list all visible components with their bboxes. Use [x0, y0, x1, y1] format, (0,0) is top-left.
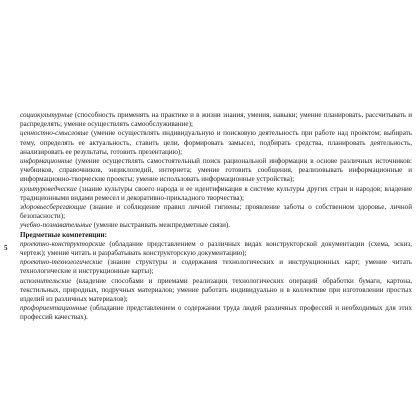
competency-description: (знание и соблюдение правил личной гигиены; проявление заботы о собственном здоровье, личной безопасности);: [20, 203, 412, 221]
competency-term: культуроведческие: [20, 184, 77, 193]
competency-term: учебно-познавательные: [20, 221, 92, 230]
competency-term: социокультурные: [20, 111, 73, 119]
competency-term: профориентационные: [20, 304, 88, 313]
competency-paragraph: [20, 221, 412, 230]
subject-competencies-heading: Предметные компетенции:: [20, 230, 107, 239]
competency-term: здоровьесберегающие: [20, 203, 87, 212]
competency-description: (умение выстраивать межпредметные связи).: [91, 221, 231, 230]
competency-paragraph: [20, 129, 412, 157]
competency-description: (умение осуществлять самостоятельный поиск рациональной информации в основе различных источников: учебников, справочников, энциклопедий, интернета; умение готовить сообщения, реализовывать информационные и информационно-творческие проекты; умение использовать информационные устройства);: [20, 157, 412, 184]
competency-term: проектно-технологические: [20, 258, 103, 267]
competency-description: (знание структуры и содержания технологических и инструкционных карт; умение читать технологические и инструкционные карты);: [20, 258, 412, 276]
competency-description: (умение осуществлять индивидуальную и поисковую деятельность при работе над проектом; выбирать тему, определять ее актуальность, ставить цели, формировать замысел, подбирать средства, планировать деятельность, анализировать ее результаты, готовить презентацию);: [20, 129, 412, 156]
competency-description: (обладание представлением о различных видах конструкторской документации (схема, эскиз, чертеж); умение читать и разрабатывать конструкторскую документацию);: [20, 239, 412, 258]
page-number: 5: [4, 244, 8, 252]
competency-paragraph: [20, 157, 412, 185]
subject-competency-paragraph: [20, 277, 412, 305]
competency-term: исполнительские: [20, 276, 72, 285]
competency-description: (способность применять на практике и в жизни знания, умения, навыки; умение планировать, рассчитывать и распределять; умение осуществлять самообслуживание);: [20, 111, 412, 129]
competency-paragraph: [20, 203, 412, 221]
subject-competency-paragraph: [20, 304, 412, 322]
competency-term: ценностно-смысловые: [20, 129, 89, 138]
competency-description: (обладание представлением о содержании труда людей различных профессий и необходимых для этих профессий качествах).: [20, 304, 412, 322]
competency-description: (знание культуры своего народа и ее идентификация в системе культуры других стран и народов; владение традиционными видами ремесел и декоративно-прикладного творчества);: [20, 184, 412, 202]
competency-description: (владение способами и приемами реализации технологических операций обработки бумаги, картона, текстильных, природных, подручных материалов; умение работать индивидуально и в коллективе при изготовлении простых изделий из различных материалов);: [20, 276, 412, 304]
competency-term: информационные: [20, 157, 73, 166]
document-body: [20, 111, 412, 323]
subject-competency-paragraph: [20, 240, 412, 258]
subject-competency-paragraph: [20, 258, 412, 276]
competency-paragraph: [20, 185, 412, 203]
competency-term: проектно-конструкторские: [20, 239, 106, 248]
competency-paragraph: [20, 111, 412, 129]
